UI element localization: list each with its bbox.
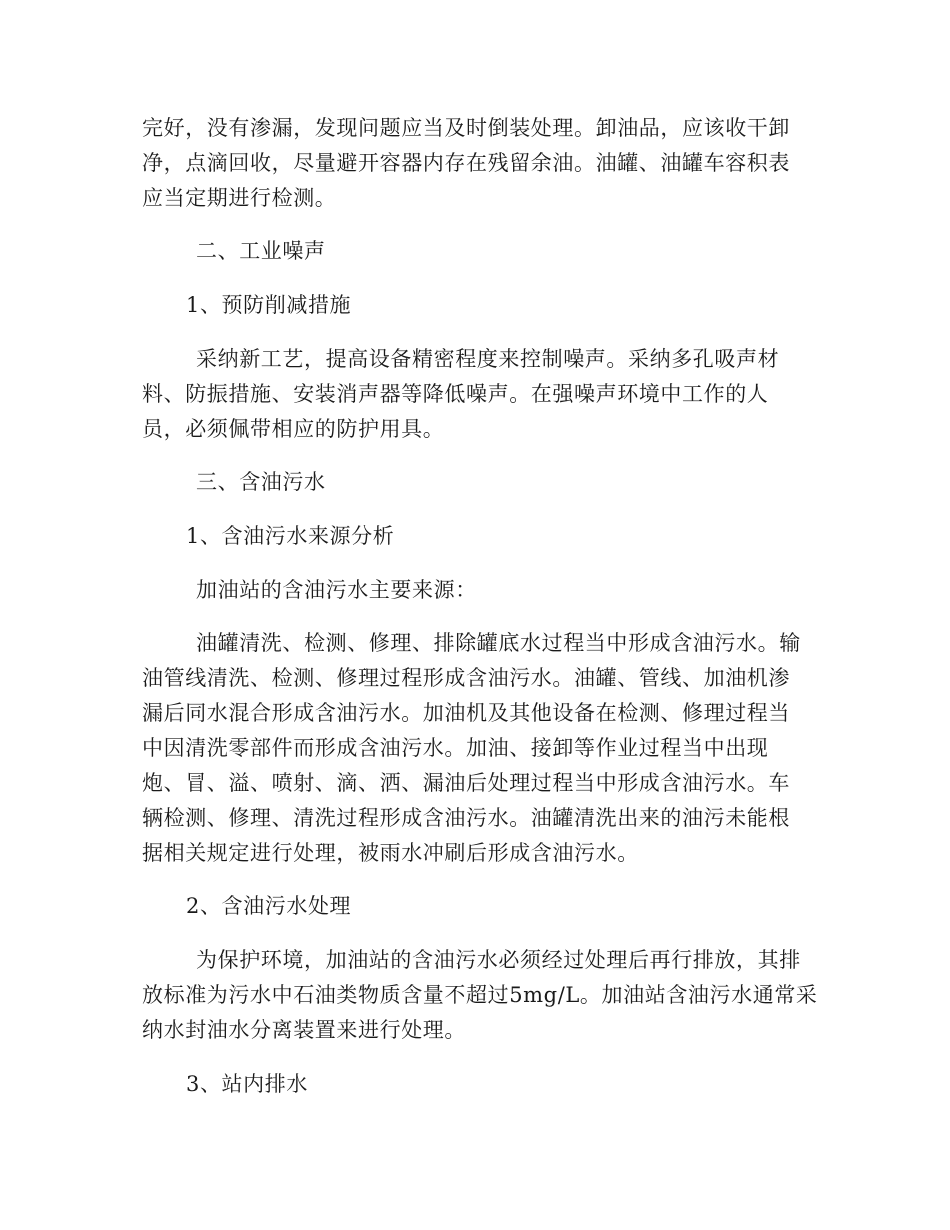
paragraph-line: 炮、冒、溢、喷射、滴、洒、漏油后处理过程当中形成含油污水。车 — [142, 771, 790, 795]
paragraph-line: 采纳新工艺，提高设备精密程度来控制噪声。采纳多孔吸声材 — [196, 347, 780, 371]
paragraph-line: 为保护环境，加油站的含油污水必须经过处理后再行排放，其排 — [196, 948, 801, 972]
paragraph-line: 油管线清洗、检测、修理过程形成含油污水。油罐、管线、加油机渗 — [142, 666, 790, 690]
paragraph-line: 放标准为污水中石油类物质含量不超过5mg/L。加油站含油污水通常采 — [142, 983, 818, 1007]
subsection-heading: 3、站内排水 — [186, 1072, 308, 1096]
subsection-heading: 2、含油污水处理 — [186, 894, 352, 918]
paragraph-line: 漏后同水混合形成含油污水。加油机及其他设备在检测、修理过程当 — [142, 701, 790, 725]
subsection-heading: 1、含油污水来源分析 — [186, 524, 395, 548]
paragraph-line: 中因清洗零部件而形成含油污水。加油、接卸等作业过程当中出现 — [142, 736, 769, 760]
section-heading: 二、工业噪声 — [196, 239, 326, 263]
paragraph-line: 净，点滴回收，尽量避开容器内存在残留余油。油罐、油罐车容积表 — [142, 151, 790, 175]
subsection-heading: 1、预防削减措施 — [186, 293, 352, 317]
paragraph-line: 据相关规定进行处理，被雨水冲刷后形成含油污水。 — [142, 841, 639, 865]
paragraph-line: 完好，没有渗漏，发现问题应当及时倒装处理。卸油品，应该收干卸 — [142, 116, 790, 140]
paragraph-line: 加油站的含油污水主要来源： — [196, 578, 477, 602]
paragraph-line: 纳水封油水分离装置来进行处理。 — [142, 1018, 466, 1042]
paragraph-line: 料、防振措施、安装消声器等降低噪声。在强噪声环境中工作的人 — [142, 382, 769, 406]
paragraph-line: 应当定期进行检测。 — [142, 186, 337, 210]
paragraph-line: 油罐清洗、检测、修理、排除罐底水过程当中形成含油污水。输 — [196, 631, 801, 655]
paragraph-line: 员，必须佩带相应的防护用具。 — [142, 417, 445, 441]
paragraph-line: 辆检测、修理、清洗过程形成含油污水。油罐清洗出来的油污未能根 — [142, 806, 790, 830]
section-heading: 三、含油污水 — [196, 470, 326, 494]
